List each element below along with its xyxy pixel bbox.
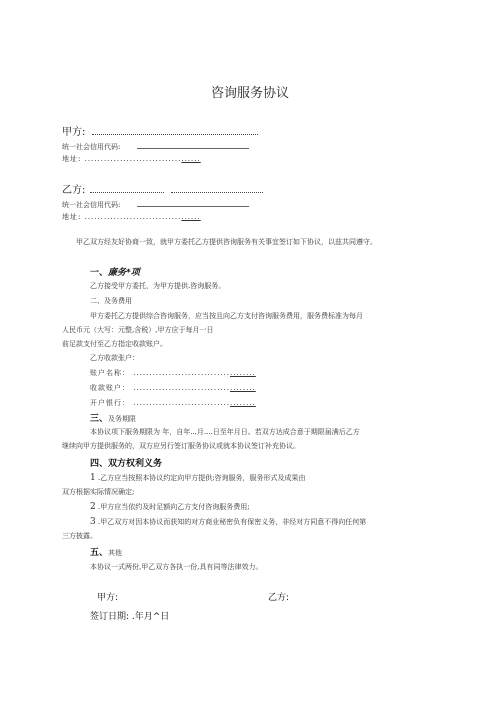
section-1-number: 一、 (90, 268, 109, 278)
party-b-name-blank-1 (90, 184, 164, 193)
section-3-number: 三、 (90, 414, 109, 424)
section-4-item-2 (90, 500, 250, 514)
party-b-label: 乙方: (62, 185, 86, 196)
party-a-address-line (62, 154, 201, 164)
party-a-credit-code-line (62, 140, 249, 152)
section-4-item-1-number: 1 (90, 473, 96, 483)
section-3-title: 及务期限 (108, 415, 137, 423)
section-1-heading (90, 265, 140, 278)
account-number-line (90, 381, 256, 395)
account-number-label: 收款账户： (90, 384, 130, 392)
party-b-credit-code-blank (137, 198, 249, 207)
section-1-text: 乙方接受甲方委托，为甲方提供.咨询服务。 (90, 282, 226, 290)
section-1-title: 廉务*项 (108, 268, 140, 278)
account-name-dots: .............................. (133, 369, 230, 377)
account-name-label: 账户名称： (90, 369, 130, 377)
party-a-address-dots: .............................. (84, 155, 182, 163)
party-a-name-blank (92, 126, 258, 135)
bank-dots-tail: ........ (230, 399, 256, 407)
account-number-dots: .............................. (133, 384, 230, 392)
party-b-address-line (62, 212, 201, 222)
section-4-item-3-cont: 三方披露。 (62, 532, 97, 540)
section-4-item-2-text: .甲方应当依约及时足额向乙方支付咨询服务费用; (97, 503, 250, 511)
intro-paragraph: 甲乙双方经友好协商一致，就甲方委托乙方提供咨询服务有关事宜签订如下协议，以兹共同遵守。 (76, 238, 377, 246)
section-4-item-3 (90, 515, 366, 529)
section-2-line-2: 人民币元（大写：元整,含税）,甲方应于每月一日 (62, 326, 214, 334)
section-2-line-1: 甲方委托乙方提供综合咨询服务，应当按且向乙方支付咨询服务费用，服务费标准为每月 (90, 312, 363, 320)
section-4-item-1-text: .乙方应当按照本协议约定向甲方提供;咨询服务，服务形式及成果由 (97, 474, 306, 482)
bank-line (90, 396, 256, 410)
party-a-address-label: 地址: (62, 155, 82, 163)
party-a-credit-code-label: 统一社会信用代码: (62, 143, 121, 151)
party-a-label: 甲方: (62, 127, 86, 138)
section-2-line-3: 前足款支付至乙方指定收款账户。 (62, 340, 167, 348)
section-4-item-1 (90, 471, 306, 485)
signature-date: 签订日期: .年月^日 (90, 612, 170, 622)
signature-party-b: 乙方: (268, 593, 290, 603)
party-b-address-dots-tail: ...... (181, 213, 201, 221)
document-title: 咨询服务协议 (210, 86, 289, 101)
section-4-heading: 四、双方权利义务 (90, 459, 163, 469)
section-5-heading (90, 545, 122, 558)
section-3-line-2: 继续向甲方提供服务的，双方应另行签订服务协议或就本协议签订补充协议。 (62, 442, 300, 450)
party-b-line (62, 181, 263, 196)
section-5-line-1: 本协议一式两份,甲乙双方各执一份,具有同等法律效力。 (90, 563, 263, 571)
account-name-dots-tail: ........ (230, 369, 256, 377)
bank-label: 开户银行： (90, 399, 130, 407)
account-name-line (90, 366, 256, 380)
account-section-title: 乙方收款张户： (90, 354, 139, 362)
account-number-dots-tail: ........ (230, 384, 256, 392)
bank-dots: .............................. (133, 399, 230, 407)
party-a-line (62, 123, 258, 138)
section-4-item-3-number: 3 (90, 517, 96, 527)
section-4-item-3-text: .甲乙双方对因本协议而获知的对方商业秘密负有保密义务，非经对方同意不得向任何第 (97, 518, 367, 526)
party-b-credit-code-label: 统一社会信用代码: (62, 201, 121, 209)
signature-party-a: 甲方: (97, 593, 119, 603)
party-b-name-blank-2 (171, 184, 263, 193)
section-4-item-1-cont: 双方根据实际情况确定; (62, 488, 135, 496)
section-2-heading: 二、及务费用 (90, 297, 132, 305)
section-3-heading (90, 411, 136, 424)
party-b-address-label: 地址: (62, 213, 82, 221)
section-3-line-1: 本协议项下服务期限为 年，自年...月....日至年月日。若双方达成合意于期限届满后乙方 (90, 428, 360, 436)
party-b-address-dots: .............................. (84, 213, 182, 221)
party-a-credit-code-blank (137, 140, 249, 149)
party-a-address-dots-tail: ...... (181, 155, 201, 163)
section-4-item-2-number: 2 (90, 502, 96, 512)
section-5-number: 五、 (90, 548, 109, 558)
party-b-credit-code-line (62, 198, 249, 210)
section-5-title: 其他 (108, 549, 123, 557)
